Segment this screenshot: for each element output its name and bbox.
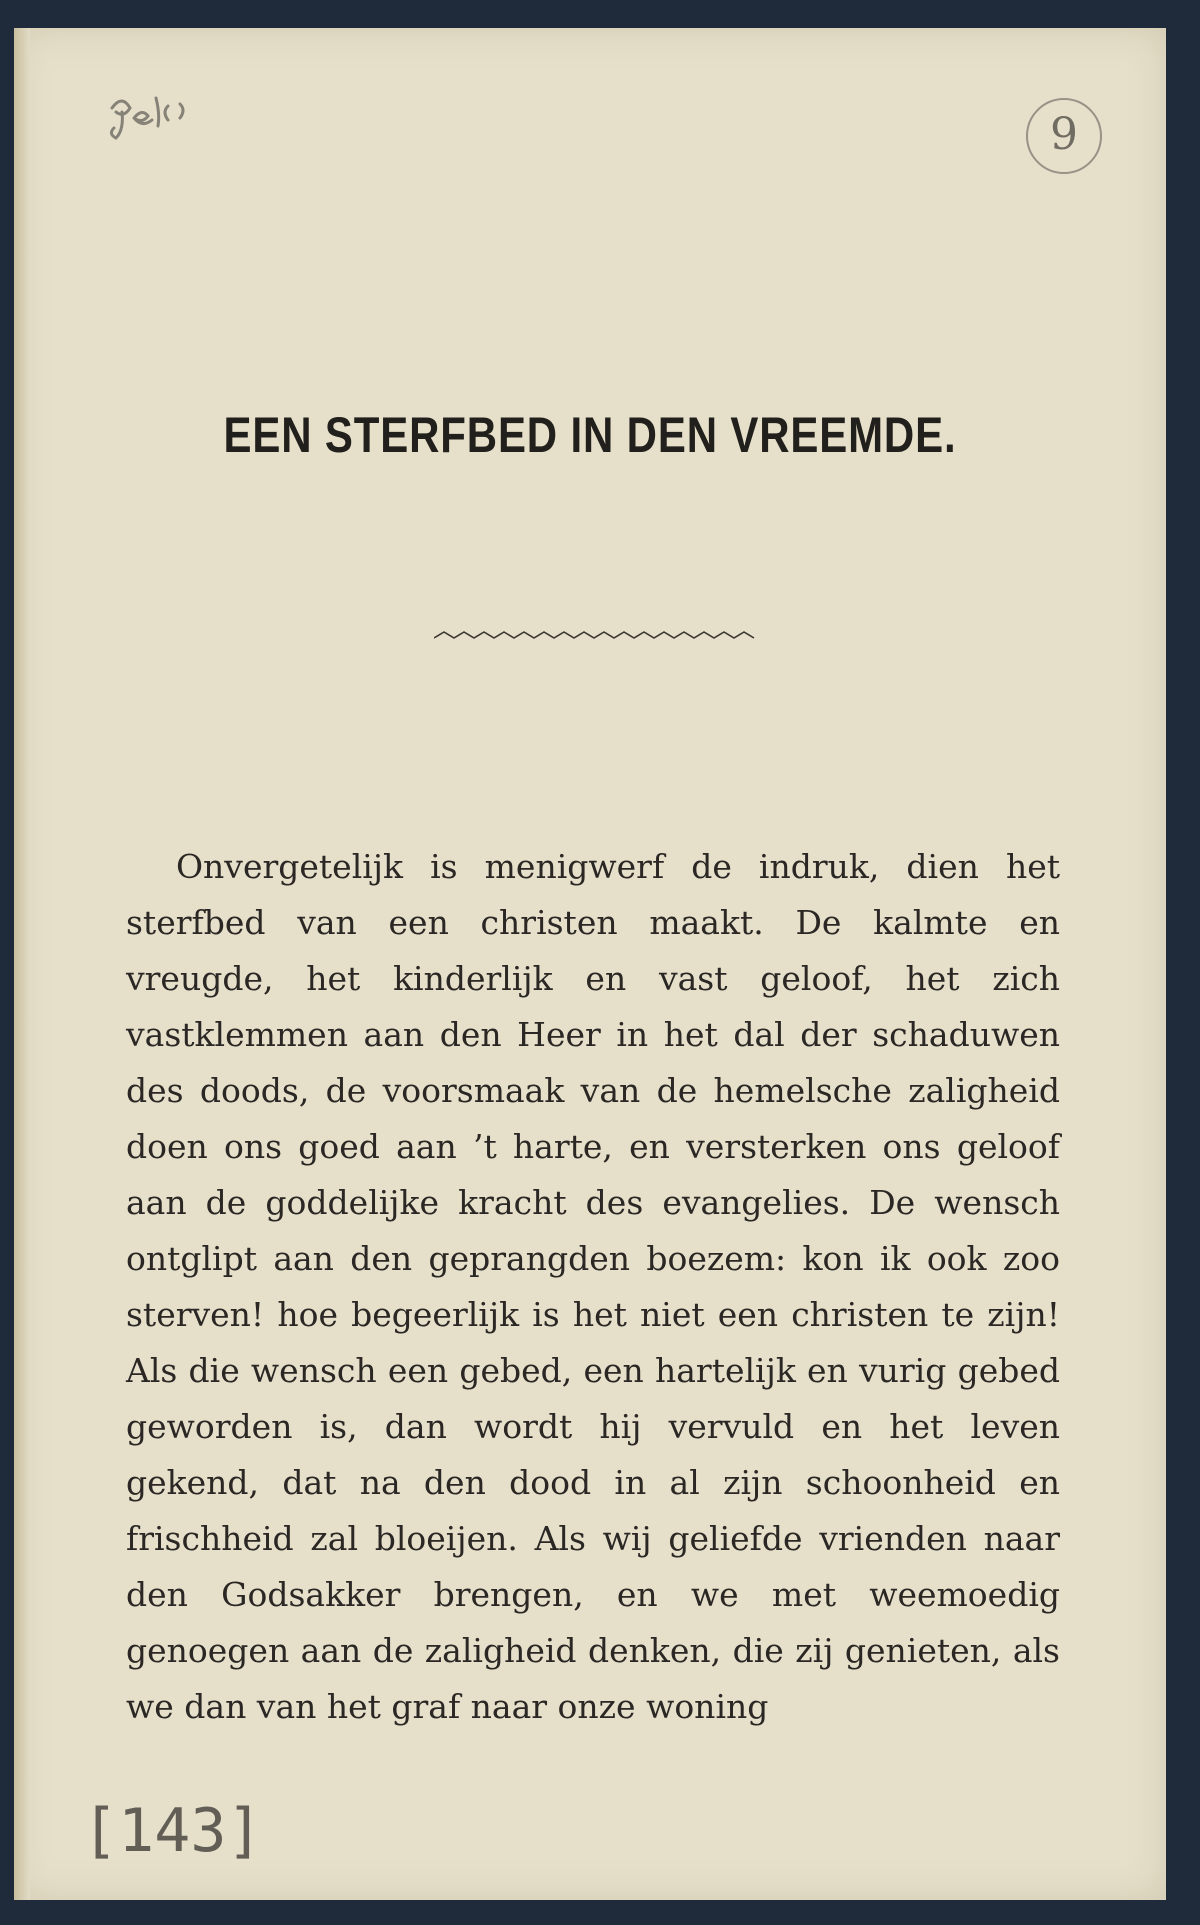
book-page bbox=[14, 28, 1166, 1900]
handwritten-catalog-number: [143] bbox=[82, 1796, 263, 1866]
wave-divider-ornament bbox=[434, 626, 764, 650]
chapter-title: EEN STERFBED IN DEN VREEMDE. bbox=[223, 407, 957, 463]
page-spine-edge bbox=[14, 28, 30, 1900]
handwritten-folio-mark-drawing bbox=[104, 88, 214, 148]
body-paragraph: Onvergetelijk is menigwerf de indruk, dien het sterfbed van een christen maakt. De kalmte en vreugde, het kinderlijk en vast geloof, het zich vastklemmen aan den Heer in het dal der schaduwen des doods, de voorsmaak van de hemelsche zaligheid doen ons goed aan ’t harte, en versterken ons geloof aan de goddelijke kracht des evangelies. De wensch ontglipt aan den geprangden boezem: kon ik ook zoo sterven! hoe begeerlijk is het niet een christen te zijn! Als die wensch een gebed, een hartelijk en vurig gebed geworden is, dan wordt hij vervuld en het leven gekend, dat na den dood in al zijn schoonheid en frischheid zal bloeijen. Als wij geliefde vrienden naar den Godsakker brengen, en we met weemoedig genoegen aan de zaligheid denken, die zij genieten, als we dan van het graf naar onze woning bbox=[126, 847, 1060, 1726]
handwritten-folio-mark bbox=[104, 88, 214, 159]
page-number: 9 bbox=[1026, 98, 1102, 174]
